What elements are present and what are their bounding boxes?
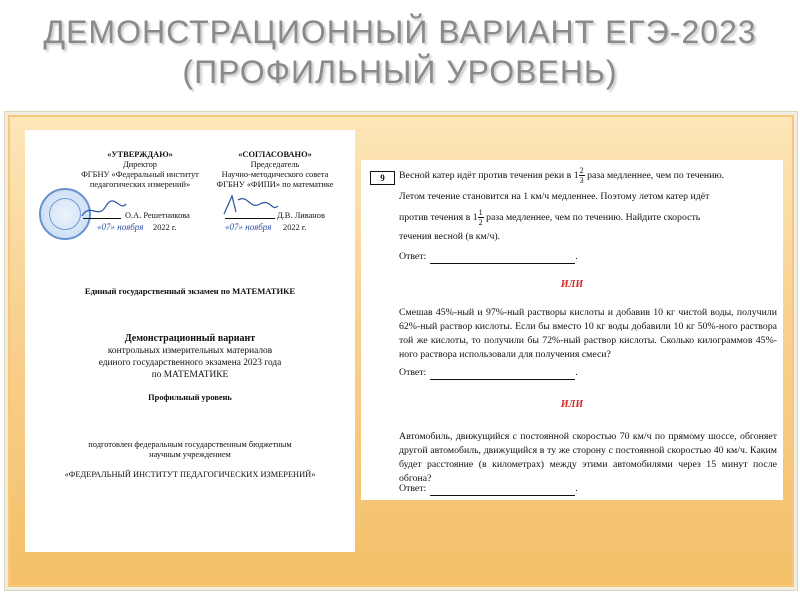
answer-line [430,369,575,380]
agree-role: Председатель [250,160,300,169]
answer-row-2: Ответ: . [399,367,578,378]
task1-fraction2-whole: 1 [472,211,478,223]
prepared-line1: подготовлен федеральным государственным бюджетным [88,440,292,449]
agree-org-line1: Научно-методического совета [221,170,329,179]
slide-title [0,12,800,92]
task1-fraction1-numerator: 2 [579,166,584,175]
agree-signature-line [225,218,275,219]
level-label: Профильный уровень [148,393,232,402]
answer-label: Ответ: [399,251,427,262]
agree-name: Д.В. Ливанов [277,211,325,220]
agree-signature-icon [220,192,280,220]
demo-line3: единого государственного экзамена 2023 года [98,358,282,368]
approve-org-line2: педагогических измерений» [89,180,191,189]
agree-date-handwritten: «07» ноября [225,222,272,232]
task1-part-e: раза медленнее, чем по течению. Найдите скорость [486,211,701,223]
approve-date-handwritten: «07» ноября [97,222,144,232]
approve-year: 2022 г. [153,223,177,232]
task1-part-b: раза медленнее, чем по течению. [587,169,725,181]
task1-fraction2 [472,208,484,227]
demo-line2: контрольных измерительных материалов [107,346,273,356]
task1-part-c: Летом течение становится на 1 км/ч медленнее. Поэтому летом катер идёт [399,191,710,202]
answer-line [430,253,575,264]
answer-row-1: Ответ: . [399,251,578,262]
task1-part-d: против течения в [399,211,471,223]
approve-name: О.А. Решетникова [125,211,190,220]
or-separator-1: ИЛИ [560,279,584,290]
prepared-line2: научным учреждением [149,450,231,459]
task1-part-f: течения весной (в км/ч). [399,231,501,242]
task1-line3 [399,208,777,227]
approve-org-line1: ФГБНУ «Федеральный институт [81,170,199,179]
approve-role: Директор [123,160,157,169]
task1-fraction2-denominator: 2 [478,218,483,227]
answer-label: Ответ: [399,367,427,378]
exam-title: Единый государственный экзамен по МАТЕМАТИКЕ [84,286,296,296]
task1-fraction1-denominator: 3 [579,176,584,185]
task1-fraction2-numerator: 1 [478,208,483,217]
demo-title: Демонстрационный вариант [124,333,256,344]
demo-line4: по МАТЕМАТИКЕ [151,370,229,380]
task3-text: Автомобиль, движущийся с постоянной скоростью 70 км/ч по прямому шоссе, обгоняет другой автомобиль, движущийся в ту же сторону с постоянной скоростью 40 км/ч. Каким будет расстояние (в километрах) между этими автомобилями через 15 минут после обгона? [399,431,777,484]
approve-signature-icon [80,198,128,222]
task1-fraction1-whole: 1 [573,169,579,181]
task1-line1 [399,166,777,185]
slide-title-line1: ДЕМОНСТРАЦИОННЫЙ ВАРИАНТ ЕГЭ-2023 [43,14,757,50]
agree-head: «СОГЛАСОВАНО» [238,150,312,159]
institute-name: «ФЕДЕРАЛЬНЫЙ ИНСТИТУТ ПЕДАГОГИЧЕСКИХ ИЗМЕРЕНИЙ» [64,470,316,479]
or-separator-2: ИЛИ [560,399,584,410]
task1-part-a: Весной катер идёт против течения реки в [399,169,572,181]
task2-text: Смешав 45%-ный и 97%-ный растворы кислоты и добавив 10 кг чистой воды, получили 62%-ный раствор кислоты. Если бы вместо 10 кг воды добавили 10 кг 50%-ного раствора той же кислоты, то получили бы 72%-ный раствор кислоты. Сколько килограммов 45%-ного раствора использовали для получения смеси? [399,307,777,360]
agree-year: 2022 г. [283,223,307,232]
cover-page-document [25,130,355,552]
agree-org-line2: ФГБНУ «ФИПИ» по математике [216,180,334,189]
answer-label: Ответ: [399,483,427,494]
task1-fraction1 [573,166,585,185]
approve-head: «УТВЕРЖДАЮ» [107,150,173,159]
task-number-box: 9 [370,171,395,185]
answer-row-3: Ответ: . [399,483,578,494]
task-page-document [361,160,783,500]
answer-line [430,485,575,496]
slide-title-line2: (ПРОФИЛЬНЫЙ УРОВЕНЬ) [182,54,618,90]
